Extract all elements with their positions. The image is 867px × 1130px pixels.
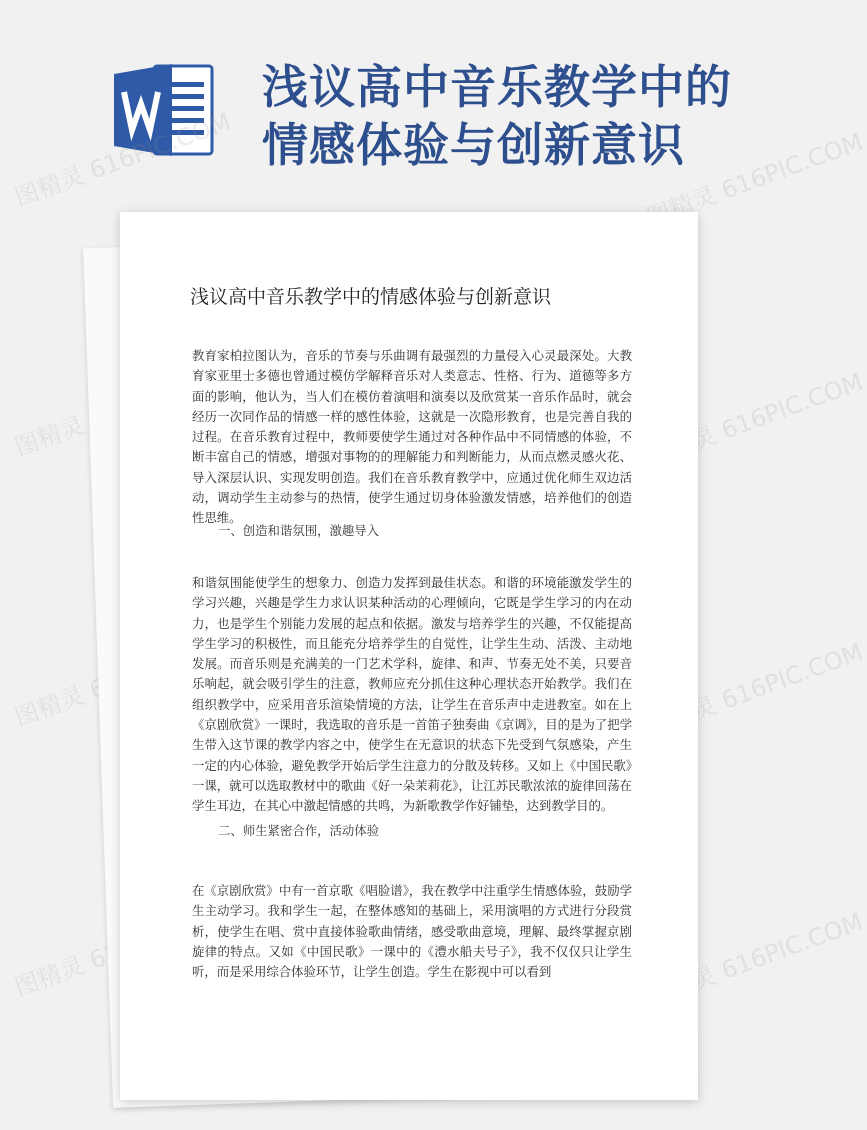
- document-title: 浅议高中音乐教学中的情感体验与创新意识: [190, 286, 552, 308]
- section-heading-1: 一、创造和谐氛围，激趣导入: [218, 523, 380, 538]
- paragraph-intro: 教育家柏拉图认为，音乐的节奏与乐曲调有最强烈的力量侵入心灵最深处。大教育家亚里士多德也曾通过模仿学解释音乐对人类意志、性格、行为、道德等多方面的影响，他认为，当人们在模仿着演唱和演奏以及欣赏某一音乐作品时，就会经历一次同作品的情感一样的感性体验，这就是一次隐形教育，也是完善自我的过程。在音乐教育过程中，教师要使学生通过对各种作品中不同情感的体验，不断丰富自己的情感，增强对事物的的理解能力和判断能力，从而点燃灵感火花、导入深层认识、实现发明创造。我们在音乐教育教学中，应通过优化师生双边活动，调动学生主动参与的热情，使学生通过切身体验激发情感，培养他们的创造性思维。: [192, 348, 632, 526]
- header-title: [262, 58, 782, 174]
- watermark: 图精灵 616PIC.COM: [642, 127, 867, 232]
- watermark: 图精灵 616PIC.COM: [642, 907, 867, 1012]
- watermark: 图精灵: [10, 951, 89, 1002]
- watermark: 图精灵: [10, 681, 89, 732]
- word-document-icon: [110, 60, 220, 160]
- section-heading-2: 二、师生紧密合作，活动体验: [218, 823, 380, 838]
- document-page: [120, 212, 698, 1100]
- paragraph-section-2: 在《京剧欣赏》中有一首京歌《唱脸谱》，我在教学中注重学生情感体验，鼓励学生主动学习。我和学生一起，在整体感知的基础上，采用演唱的方式进行分段赏析，使学生在唱、赏中直接体验歌曲情绪，感受歌曲意境，理解、最终掌握京剧旋律的特点。又如《中国民歌》一课中的《澧水船夫号子》，我不仅仅只让学生听，而是采用综合体验环节，让学生创造。学生在影视中可以看到: [192, 883, 632, 980]
- watermark: 图精灵: [10, 411, 89, 462]
- watermark: 图精灵 616PIC.COM: [642, 637, 867, 742]
- watermark: 图精灵 616PIC.COM: [642, 367, 867, 472]
- paragraph-section-1: 和谐氛围能使学生的想象力、创造力发挥到最佳状态。和谐的环境能激发学生的学习兴趣，兴趣是学生力求认识某种活动的心理倾向，它既是学生学习的内在动力，也是学生个别能力发展的起点和依据。激发与培养学生的兴趣，不仅能提高学生学习的积极性，而且能充分培养学生的自觉性，让学生生动、活泼、主动地发展。而音乐则是充满美的一门艺术学科，旋律、和声、节奏无处不美，只要音乐响起，就会吸引学生的注意，教师应充分抓住这种心理状态开始教学。我们在组织教学中，应采用音乐渲染情境的方法，让学生在音乐声中走进教室。如在上《京剧欣赏》一课时，我选取的音乐是一首笛子独奏曲《京调》，目的是为了把学生带入这节课的教学内容之中，使学生在无意识的状态下先受到气氛感染，产生一定的内心体验，避免教学开始后学生注意力的分散及转移。又如上《中国民歌》一课，就可以选取教材中的歌曲《好一朵茉莉花》，让江苏民歌浓浓的旋律回荡在学生耳边，在其心中激起情感的共鸣，为新歌教学作好铺垫，达到教学目的。: [192, 575, 632, 814]
- header-title-line1: 浅议高中音乐教学中的: [262, 60, 732, 114]
- header-title-line2: 情感体验与创新意识: [262, 118, 685, 172]
- header: [0, 0, 800, 210]
- watermark: 图精灵 616PIC.COM: [10, 107, 235, 212]
